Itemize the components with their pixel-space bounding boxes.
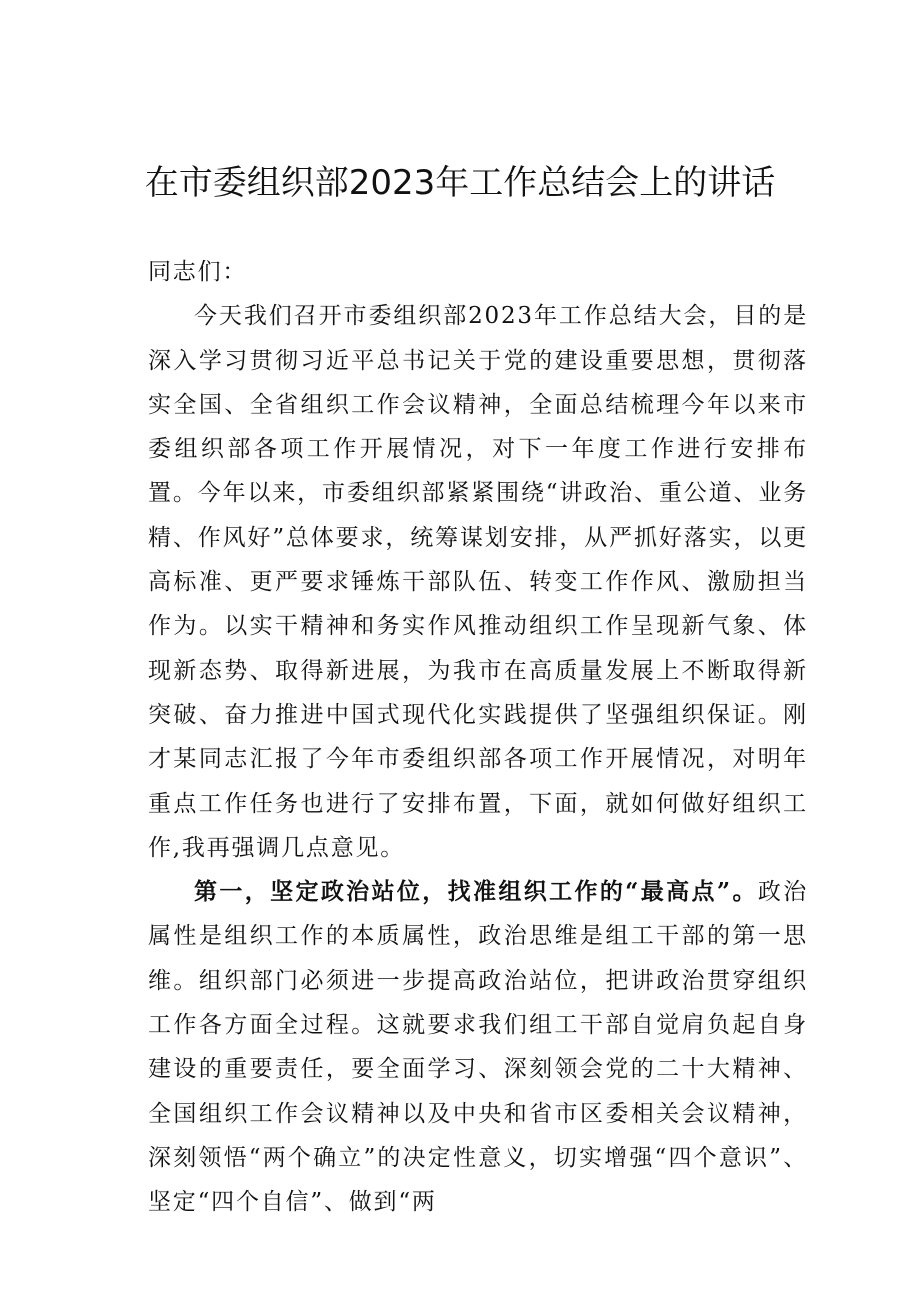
salutation: 同志们：	[148, 259, 248, 285]
document-title: 在市委组织部2023年工作总结会上的讲话	[144, 163, 776, 203]
paragraph-lead-heading: 第一，坚定政治站位，找准组织工作的“最高点”。	[194, 878, 758, 906]
paragraph-intro: 今天我们召开市委组织部2023年工作总结大会，目的是深入学习贯彻习近平总书记关于党的建设重要思想，贯彻落实全国、全省组织工作会议精神，全面总结梳理今年以来市委组织部各项工作开展情况，对下一年度工作进行安排布置。今年以来，市委组织部紧紧围绕“讲政治、重公道、业务精、作风好”总体要求，统筹谋划安排，从严抓好落实，以更高标准、更严要求锤炼干部队伍、转变工作作风、激励担当作为。以实干精神和务实作风推动组织工作呈现新气象、体现新态势、取得新进展，为我市在高质量发展上不断取得新突破、奋力推进中国式现代化实践提供了坚强组织保证。刚才某同志汇报了今年市委组织部各项工作开展情况，对明年重点工作任务也进行了安排布置，下面，就如何做好组织工作,我再强调几点意见。	[148, 303, 808, 861]
document-body	[148, 250, 808, 1225]
paragraph-first-point	[148, 870, 808, 1224]
paragraph-first-point-body: 政治属性是组织工作的本质属性，政治思维是组工干部的第一思维。组织部门必须进一步提高政治站位，把讲政治贯穿组织工作各方面全过程。这就要求我们组工干部自觉肩负起自身建设的重要责任，要全面学习、深刻领会党的二十大精神、全国组织工作会议精神以及中央和省市区委相关会议精神，深刻领悟“两个确立”的决定性意义，切实增强“四个意识”、坚定“四个自信”、做到“两	[148, 879, 808, 1216]
